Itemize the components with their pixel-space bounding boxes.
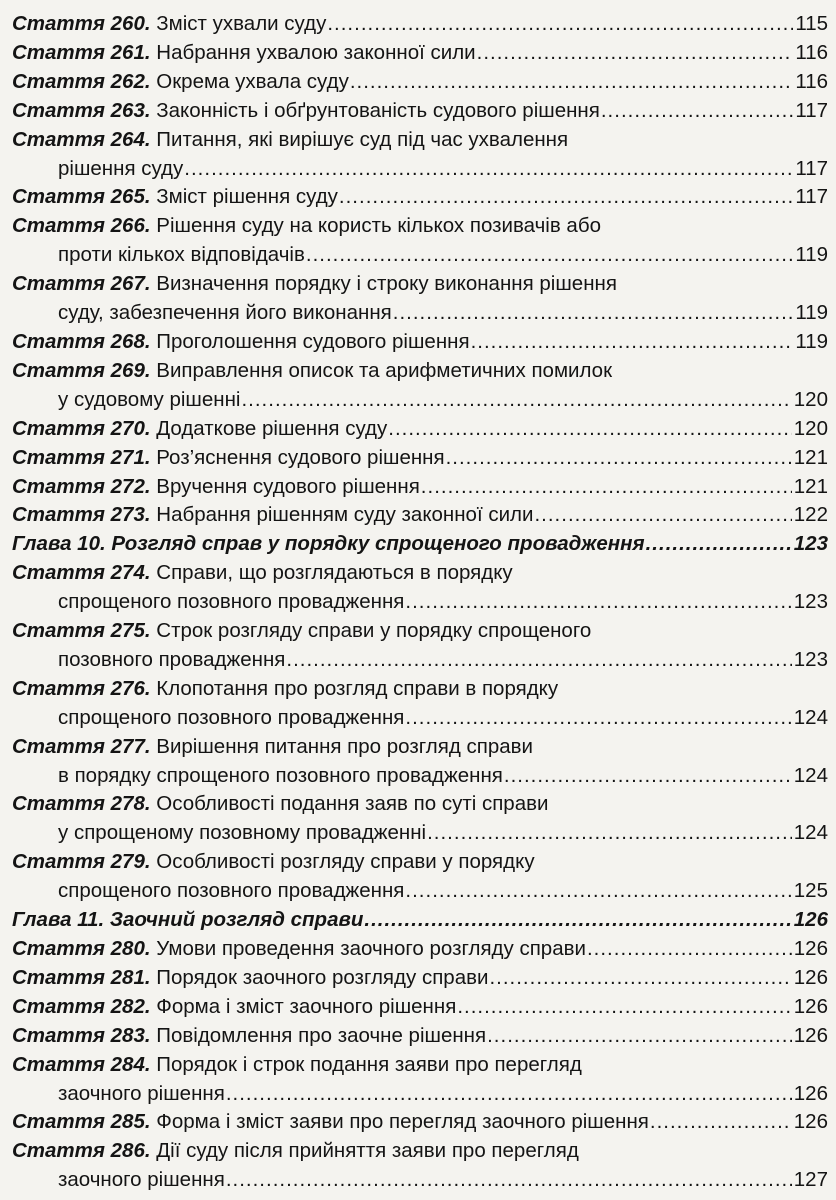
toc-line [12, 790, 828, 819]
entry-title: Умови проведення заочного розгляду справи [156, 937, 586, 960]
dot-leader [393, 299, 794, 328]
article-number: Стаття 261. [12, 40, 151, 64]
page-number: 126 [793, 965, 828, 989]
dot-leader [421, 473, 792, 502]
page-number: 124 [793, 705, 828, 729]
entry-title: Форма і зміст заочного рішення [156, 994, 457, 1018]
entry-title: Особливості подання заяв по суті справи [156, 792, 549, 816]
entry-title: Глава 11. Заочний розгляд справи [12, 908, 364, 932]
toc-line [12, 617, 828, 646]
toc-line [12, 559, 828, 588]
entry-title: Вирішення питання про розгляд справи [156, 734, 533, 758]
toc-article-entry [12, 97, 828, 126]
entry-title: Визначення порядку і строку виконання рішення [156, 272, 617, 296]
toc-article-entry [12, 328, 828, 357]
toc-line [12, 97, 828, 126]
entry-title: Зміст ухвали суду [156, 12, 327, 35]
page-number: 124 [793, 763, 828, 787]
page-number: 125 [793, 879, 828, 903]
dot-leader [650, 1108, 792, 1137]
toc-article-entry [12, 964, 828, 993]
page-number: 116 [795, 69, 828, 93]
toc-chapter-entry [12, 906, 828, 935]
toc-line [12, 68, 828, 97]
dot-leader [286, 646, 791, 675]
entry-title: Питання, які вирішує суд під час ухвалення [156, 127, 569, 151]
toc-article-entry [12, 126, 828, 184]
entry-title: рішення суду [58, 156, 184, 180]
toc-line [12, 183, 828, 212]
toc-line [12, 848, 828, 877]
toc-line [12, 1108, 828, 1137]
toc-line [12, 530, 828, 559]
page-number: 124 [793, 821, 828, 845]
article-number: Стаття 277. [12, 734, 151, 758]
page-number: 119 [795, 329, 828, 353]
entry-title: Набрання рішенням суду законної сили [156, 503, 534, 527]
page-number: 120 [793, 416, 828, 440]
entry-title: в порядку спрощеного позовного провадження [58, 763, 503, 787]
entry-title: Глава 10. Розгляд справ у порядку спрощеного провадження [12, 532, 645, 556]
toc-article-entry [12, 1108, 828, 1137]
article-number: Стаття 279. [12, 850, 151, 874]
toc-article-entry [12, 1051, 828, 1109]
dot-leader [534, 501, 791, 530]
toc-article-entry [12, 559, 828, 617]
toc-line [12, 762, 828, 791]
page-number: 120 [793, 387, 828, 411]
entry-title: Зміст рішення суду [156, 185, 338, 209]
dot-leader [226, 1166, 792, 1195]
article-number: Стаття 265. [12, 185, 151, 209]
entry-title: Роз’яснення судового рішення [156, 445, 445, 469]
toc-line [12, 270, 828, 299]
entry-title: Законність і обґрунтованість судового рішення [156, 98, 600, 122]
article-number: Стаття 264. [12, 127, 151, 151]
entry-title: Строк розгляду справи у порядку спрощеного [156, 619, 592, 643]
entry-title: Виправлення описок та арифметичних помилок [156, 358, 613, 382]
entry-title: спрощеного позовного провадження [58, 705, 405, 729]
article-number: Стаття 260. [12, 12, 151, 35]
entry-title: Рішення суду на користь кількох позивачів або [156, 214, 601, 238]
toc-article-entry [12, 10, 828, 39]
toc-article-entry [12, 1022, 828, 1051]
toc-line [12, 357, 828, 386]
toc-article-entry [12, 848, 828, 906]
toc-line [12, 819, 828, 848]
toc-line [12, 444, 828, 473]
page-number: 126 [793, 908, 828, 932]
article-number: Стаття 267. [12, 272, 151, 296]
toc-article-entry [12, 733, 828, 791]
dot-leader [489, 964, 791, 993]
article-number: Стаття 286. [12, 1139, 151, 1163]
article-number: Стаття 283. [12, 1023, 151, 1047]
dot-leader [226, 1080, 792, 1109]
toc-line [12, 299, 828, 328]
page-number: 126 [793, 994, 828, 1018]
article-number: Стаття 274. [12, 561, 151, 585]
article-number: Стаття 270. [12, 416, 151, 440]
entry-title: Додаткове рішення суду [156, 416, 388, 440]
article-number: Стаття 269. [12, 358, 151, 382]
toc-article-entry [12, 790, 828, 848]
article-number: Стаття 275. [12, 619, 151, 643]
dot-leader [457, 993, 791, 1022]
toc-line [12, 10, 828, 39]
article-number: Стаття 280. [12, 937, 151, 960]
article-number: Стаття 271. [12, 445, 151, 469]
toc-line [12, 415, 828, 444]
toc-article-entry [12, 68, 828, 97]
dot-leader [646, 530, 792, 559]
toc-article-entry [12, 183, 828, 212]
dot-leader [446, 444, 792, 473]
toc-line [12, 1137, 828, 1166]
toc-line [12, 675, 828, 704]
dot-leader [477, 39, 794, 68]
entry-title: Порядок заочного розгляду справи [156, 965, 489, 989]
toc-article-entry [12, 501, 828, 530]
entry-title: Клопотання про розгляд справи в порядку [156, 676, 559, 700]
entry-title: Проголошення судового рішення [156, 329, 470, 353]
toc-line [12, 993, 828, 1022]
toc-line [12, 39, 828, 68]
page-number: 117 [795, 185, 828, 209]
dot-leader [241, 386, 791, 415]
toc-line [12, 328, 828, 357]
dot-leader [405, 704, 791, 733]
entry-title: у судовому рішенні [58, 387, 241, 411]
toc-line [12, 126, 828, 155]
toc-line [12, 473, 828, 502]
toc-line [12, 1080, 828, 1109]
dot-leader [350, 68, 793, 97]
entry-title: суду, забезпечення його виконання [58, 301, 392, 325]
dot-leader [184, 155, 793, 184]
entry-title: заочного рішення [58, 1081, 225, 1105]
toc-line [12, 733, 828, 762]
toc-article-entry [12, 1137, 828, 1195]
dot-leader [471, 328, 794, 357]
toc-line [12, 964, 828, 993]
toc-article-entry [12, 473, 828, 502]
toc-chapter-entry [12, 530, 828, 559]
entry-title: Повідомлення про заочне рішення [156, 1023, 487, 1047]
article-number: Стаття 285. [12, 1110, 151, 1134]
toc-line [12, 155, 828, 184]
page-number: 126 [793, 1081, 828, 1105]
entry-title: Форма і зміст заяви про перегляд заочного рішення [156, 1110, 649, 1134]
toc-line [12, 1051, 828, 1080]
toc-line [12, 241, 828, 270]
toc-line [12, 877, 828, 906]
page-number: 123 [793, 647, 828, 671]
entry-title: Особливості розгляду справи у порядку [156, 850, 535, 874]
article-number: Стаття 262. [12, 69, 151, 93]
dot-leader [504, 762, 792, 791]
dot-leader [601, 97, 793, 126]
article-number: Стаття 278. [12, 792, 151, 816]
article-number: Стаття 272. [12, 474, 151, 498]
entry-title: у спрощеному позовному провадженні [58, 821, 427, 845]
entry-title: Окрема ухвала суду [156, 69, 349, 93]
page-number: 117 [795, 156, 828, 180]
toc-article-entry [12, 39, 828, 68]
dot-leader [339, 183, 793, 212]
dot-leader [364, 906, 791, 935]
entry-title: проти кількох відповідачів [58, 243, 305, 267]
toc-article-entry [12, 212, 828, 270]
page-number: 121 [793, 445, 828, 469]
entry-title: позовного провадження [58, 647, 286, 671]
toc-line [12, 906, 828, 935]
entry-title: Дії суду після прийняття заяви про перегляд [156, 1139, 579, 1163]
entry-title: спрощеного позовного провадження [58, 590, 405, 614]
dot-leader [587, 935, 792, 964]
article-number: Стаття 263. [12, 98, 151, 122]
dot-leader [327, 10, 793, 39]
toc-line [12, 935, 828, 964]
toc-line [12, 212, 828, 241]
page-number: 115 [795, 12, 828, 35]
page-number: 127 [793, 1168, 828, 1192]
page-number: 123 [793, 532, 828, 556]
article-number: Стаття 266. [12, 214, 151, 238]
page-number: 119 [795, 243, 828, 267]
entry-title: заочного рішення [58, 1168, 225, 1192]
page-number: 126 [793, 937, 828, 960]
page-number: 119 [795, 301, 828, 325]
toc-line [12, 1166, 828, 1195]
article-number: Стаття 276. [12, 676, 151, 700]
article-number: Стаття 273. [12, 503, 151, 527]
toc-article-entry [12, 935, 828, 964]
dot-leader [405, 588, 791, 617]
dot-leader [388, 415, 792, 444]
entry-title: Набрання ухвалою законної сили [156, 40, 476, 64]
toc-article-entry [12, 415, 828, 444]
entry-title: Порядок і строк подання заяви про перегляд [156, 1052, 582, 1076]
page-number: 117 [795, 98, 828, 122]
toc-line [12, 704, 828, 733]
toc-line [12, 386, 828, 415]
article-number: Стаття 282. [12, 994, 151, 1018]
toc-article-entry [12, 675, 828, 733]
table-of-contents [12, 10, 828, 1195]
dot-leader [306, 241, 793, 270]
toc-line [12, 588, 828, 617]
dot-leader [487, 1022, 792, 1051]
page-number: 116 [795, 40, 828, 64]
article-number: Стаття 268. [12, 329, 151, 353]
entry-title: спрощеного позовного провадження [58, 879, 405, 903]
toc-article-entry [12, 617, 828, 675]
article-number: Стаття 281. [12, 965, 151, 989]
entry-title: Вручення судового рішення [156, 474, 420, 498]
toc-article-entry [12, 357, 828, 415]
toc-article-entry [12, 270, 828, 328]
dot-leader [427, 819, 792, 848]
toc-line [12, 646, 828, 675]
toc-article-entry [12, 444, 828, 473]
page-number: 122 [793, 503, 828, 527]
toc-article-entry [12, 993, 828, 1022]
article-number: Стаття 284. [12, 1052, 151, 1076]
toc-line [12, 1022, 828, 1051]
page-number: 123 [793, 590, 828, 614]
page-number: 126 [793, 1023, 828, 1047]
page-number: 121 [793, 474, 828, 498]
toc-line [12, 501, 828, 530]
entry-title: Справи, що розглядаються в порядку [156, 561, 513, 585]
dot-leader [405, 877, 791, 906]
page-number: 126 [793, 1110, 828, 1134]
